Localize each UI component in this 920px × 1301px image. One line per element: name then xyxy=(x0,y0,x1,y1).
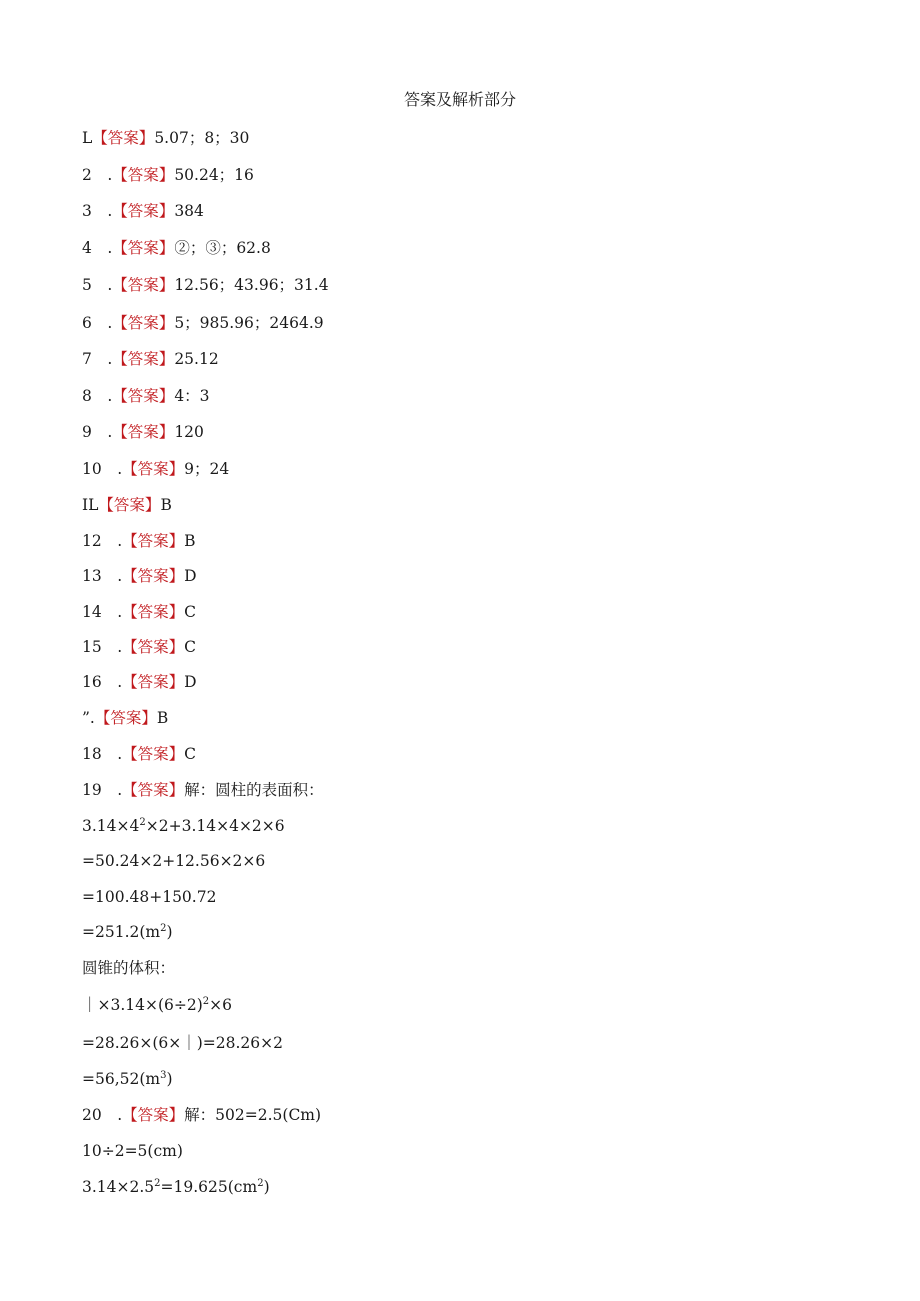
answer-value: 50.24；16 xyxy=(174,166,254,184)
answer-value: 384 xyxy=(174,202,204,220)
answer-17 xyxy=(82,706,168,730)
answer-value: C xyxy=(184,745,197,763)
answer-value: 5；985.96；2464.9 xyxy=(174,314,324,332)
answer-number: L xyxy=(82,129,93,147)
answer-7 xyxy=(82,347,219,371)
answer-tag: 【答案】 xyxy=(112,423,175,441)
answer-tag: 【答案】 xyxy=(94,709,157,727)
answer-value: D xyxy=(184,567,197,585)
answer-number: 3 . xyxy=(82,202,113,220)
answer-4 xyxy=(82,236,271,260)
page-title: 答案及解析部分 xyxy=(403,90,516,109)
answer-value: C xyxy=(184,603,197,621)
answer-value: 12.56；43.96；31.4 xyxy=(174,276,329,294)
answer-value: 解：圆柱的表面积： xyxy=(184,781,324,799)
answer-value: 120 xyxy=(174,423,204,441)
answer-15 xyxy=(82,635,196,659)
answer-tag: 【答案】 xyxy=(112,314,175,332)
answer-13 xyxy=(82,564,197,588)
answer-tag: 【答案】 xyxy=(112,202,175,220)
answer-number: IL xyxy=(82,496,99,514)
answer-value: B xyxy=(160,496,172,514)
q20-step-2: $3.14\times 2.5^2=19.625(cm^2)$ xyxy=(82,1177,270,1196)
answer-tag: 【答案】 xyxy=(98,496,161,514)
answer-value: D xyxy=(184,673,197,691)
answer-10 xyxy=(82,457,229,481)
answer-tag: 【答案】 xyxy=(112,166,175,184)
answer-number: 10 . xyxy=(82,460,123,478)
answer-value: 4：3 xyxy=(174,387,210,405)
answer-14 xyxy=(82,600,196,624)
answer-tag: 【答案】 xyxy=(112,276,175,294)
answer-number: 7 . xyxy=(82,350,113,368)
answer-value: B xyxy=(184,532,196,550)
answer-5 xyxy=(82,273,329,297)
q19-step-8: $=56,52(m^3)$ xyxy=(82,1069,173,1088)
answer-2 xyxy=(82,163,254,187)
answer-9 xyxy=(82,420,204,444)
answer-number: 12 . xyxy=(82,532,123,550)
q19-step-7: =28.26×(6×｜)=28.26×2 xyxy=(82,1034,284,1052)
answer-number: 8 . xyxy=(82,387,113,405)
q20-step-1: 10÷2=5(cm) xyxy=(82,1142,183,1160)
answer-6 xyxy=(82,311,324,335)
answer-tag: 【答案】 xyxy=(92,129,155,147)
answer-tag: 【答案】 xyxy=(122,745,185,763)
answer-value: 25.12 xyxy=(174,350,219,368)
answer-number: 5 . xyxy=(82,276,113,294)
answer-value: 5.07；8；30 xyxy=(154,129,250,147)
answer-20 xyxy=(82,1103,321,1127)
answer-tag: 【答案】 xyxy=(122,567,185,585)
answer-1 xyxy=(82,126,249,150)
answer-number: ”. xyxy=(82,709,95,727)
answer-number: 6 . xyxy=(82,314,113,332)
answer-tag: 【答案】 xyxy=(122,532,185,550)
answer-value: B xyxy=(156,709,169,727)
answer-tag: 【答案】 xyxy=(112,239,175,257)
answer-19 xyxy=(82,778,324,802)
answer-tag: 【答案】 xyxy=(122,460,185,478)
answer-tag: 【答案】 xyxy=(122,1106,185,1124)
q19-step-1: $3.14\times 4^2\times 2+3.14\times 4\times 2\times 6$ xyxy=(82,816,285,835)
answer-number: 20 . xyxy=(82,1106,123,1124)
answer-11 xyxy=(82,493,172,517)
answer-number: 13 . xyxy=(82,567,123,585)
answer-tag: 【答案】 xyxy=(122,638,185,656)
q19-step-3: =100.48+150.72 xyxy=(82,888,217,906)
answer-tag: 【答案】 xyxy=(122,781,185,799)
answer-value: C xyxy=(184,638,197,656)
answer-12 xyxy=(82,529,196,553)
answer-number: 9 . xyxy=(82,423,113,441)
answer-18 xyxy=(82,742,196,766)
q19-step-2: =50.24×2+12.56×2×6 xyxy=(82,852,266,870)
answer-tag: 【答案】 xyxy=(122,673,185,691)
q19-step-4: $=251.2(m^2)$ xyxy=(82,922,173,941)
answer-number: 16 . xyxy=(82,673,123,691)
answer-16 xyxy=(82,670,197,694)
answer-tag: 【答案】 xyxy=(122,603,185,621)
answer-tag: 【答案】 xyxy=(112,387,175,405)
q19-step-6: $|\times 3.14\times(6\div 2)^2\times 6$ xyxy=(82,995,233,1014)
answer-number: 18 . xyxy=(82,745,123,763)
answer-value: 解：502=2.5(Cm) xyxy=(184,1106,322,1124)
answer-tag: 【答案】 xyxy=(112,350,175,368)
answer-8 xyxy=(82,384,210,408)
answer-number: 19 . xyxy=(82,781,123,799)
answer-number: 4 . xyxy=(82,239,113,257)
q19-cone-heading: 圆锥的体积： xyxy=(82,959,176,977)
answer-value: ②；③；62.8 xyxy=(174,239,271,257)
answer-3 xyxy=(82,199,204,223)
answer-number: 14 . xyxy=(82,603,123,621)
answer-number: 2 . xyxy=(82,166,113,184)
answer-value: 9；24 xyxy=(184,460,230,478)
answer-number: 15 . xyxy=(82,638,123,656)
